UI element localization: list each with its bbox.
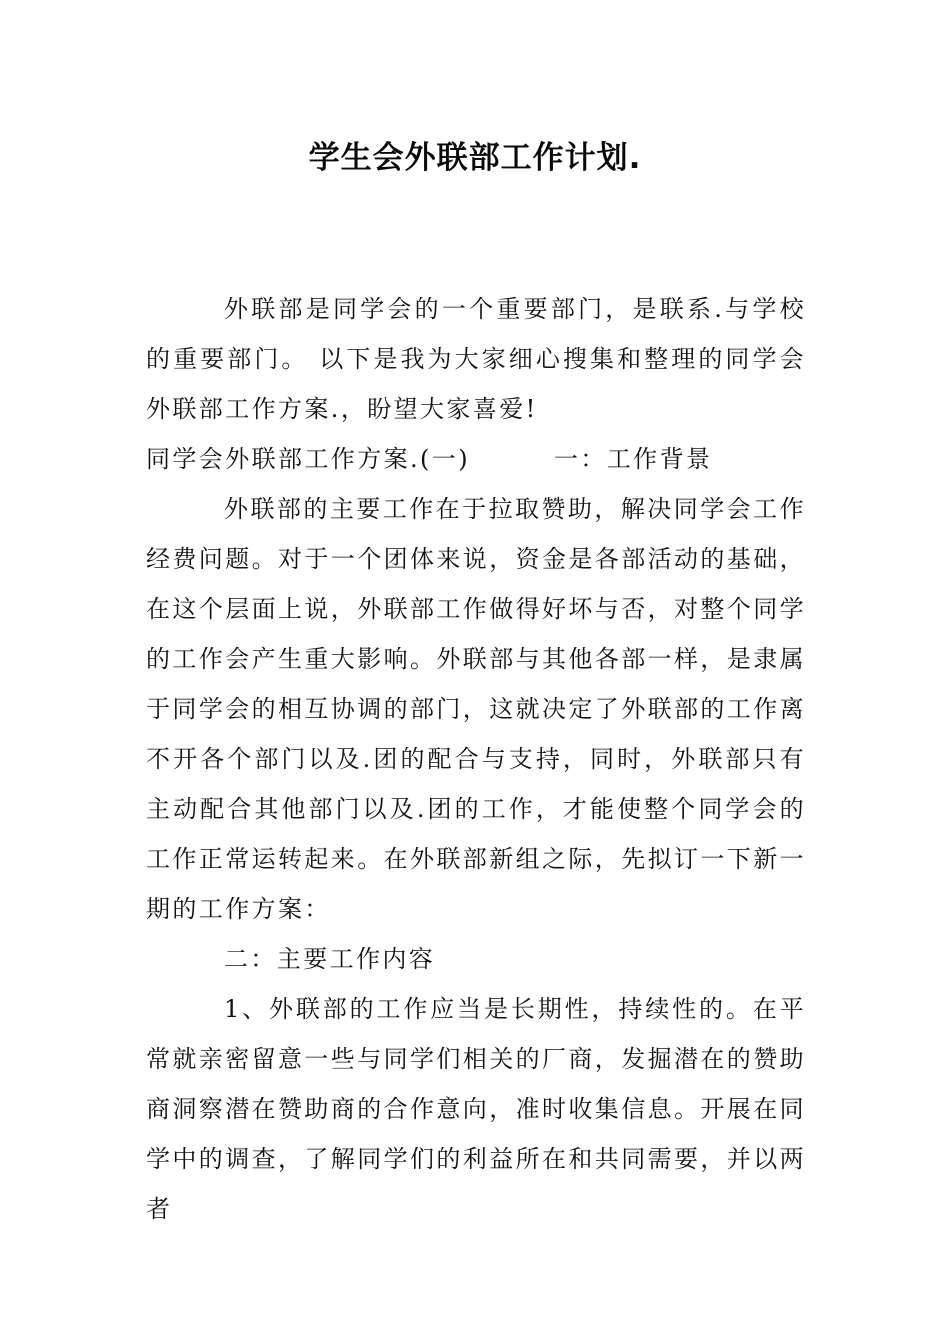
section-2-heading: 二：主要工作内容 <box>224 945 436 973</box>
section-1-heading: 一：工作背景 <box>553 445 713 473</box>
plan-heading: 同学会外联部工作方案.(一) <box>146 445 470 473</box>
plan-heading-line <box>146 434 806 484</box>
background-paragraph: 外联部的主要工作在于拉取赞助，解决同学会工作经费问题。对于一个团体来说，资金是各部活动的基础，在这个层面上说，外联部工作做得好坏与否，对整个同学的工作会产生重大影响。外联部与其他各部一样，是隶属于同学会的相互协调的部门，这就决定了外联部的工作离不开各个部门以及.团的配合与支持，同时，外联部只有主动配合其他部门以及.团的工作，才能使整个同学会的工作正常运转起来。在外联部新组之际，先拟订一下新一期的工作方案： <box>146 495 806 923</box>
intro-paragraph: 外联部是同学会的一个重要部门，是联系.与学校的重要部门。 以下是我为大家细心搜集和整理的同学会外联部工作方案.，盼望大家喜爱! <box>146 295 806 423</box>
item-1-paragraph: 1、外联部的工作应当是长期性，持续性的。在平常就亲密留意一些与同学们相关的厂商，发掘潜在的赞助商洞察潜在赞助商的合作意向，准时收集信息。开展在同学中的调查，了解同学们的利益所在和共同需要，并以两者 <box>146 995 806 1223</box>
document-body <box>146 284 806 1234</box>
document-title: 学生会外联部工作计划. <box>308 140 642 176</box>
